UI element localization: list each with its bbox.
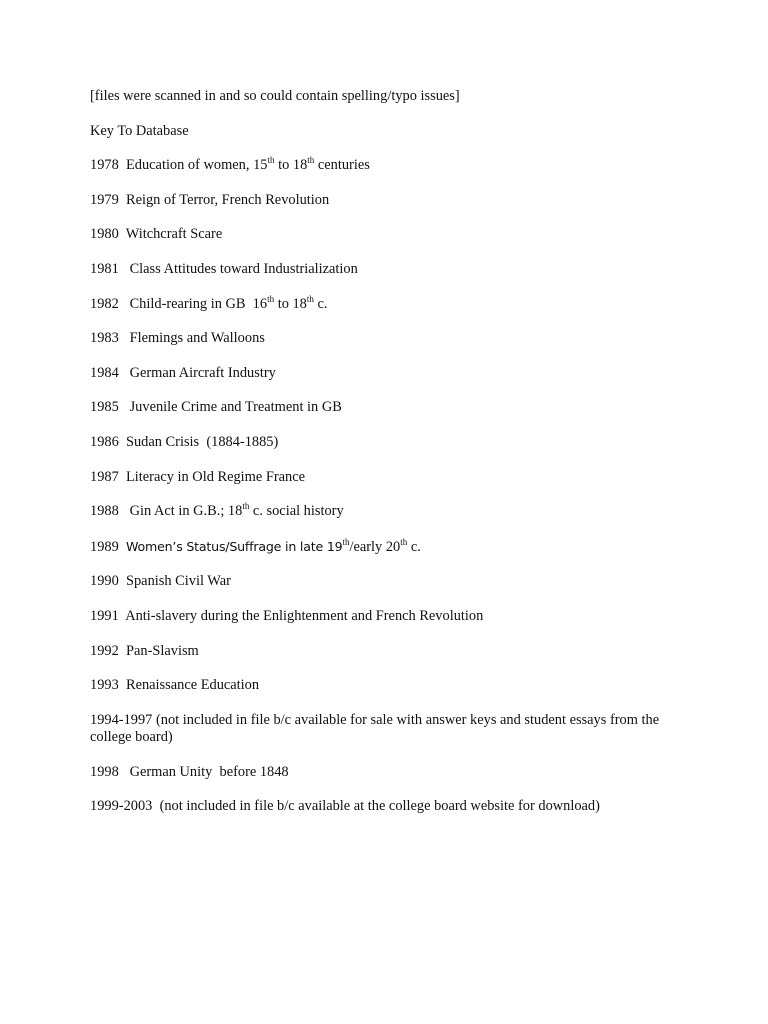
- paragraph-gap: [90, 556, 680, 573]
- ordinal-superscript: th: [342, 536, 350, 547]
- entry-topic: to 18: [274, 157, 308, 174]
- paragraph-gap: [90, 452, 680, 469]
- entry-year: 1984: [90, 364, 119, 381]
- ordinal-superscript: th: [242, 501, 250, 512]
- entry-topic: c.: [313, 295, 328, 312]
- ordinal-superscript: th: [306, 293, 314, 304]
- entry-topic: c. social history: [249, 503, 344, 520]
- entry-topic: Pan-Slavism: [125, 642, 199, 659]
- ordinal-superscript: th: [267, 155, 275, 166]
- entry-year: 1979: [90, 191, 119, 208]
- entry-separator: [119, 192, 126, 208]
- list-item: [90, 643, 680, 661]
- list-item: [90, 712, 680, 747]
- entry-year: 1985: [90, 399, 119, 416]
- entry-topic: Gin Act in G.B.; 18: [129, 503, 243, 520]
- entry-separator: [119, 330, 130, 346]
- paragraph-gap: [90, 244, 680, 261]
- entry-year: 1993: [90, 677, 119, 694]
- entry-year: 1978: [90, 157, 119, 174]
- entry-topic: Reign of Terror, French Revolution: [125, 191, 330, 208]
- document-body: [90, 88, 680, 816]
- paragraph-gap: [90, 279, 680, 296]
- list-item: [90, 573, 680, 591]
- list-item: [90, 192, 680, 210]
- entry-separator: [119, 157, 126, 173]
- entry-topic: Juvenile Crime and Treatment in GB: [129, 399, 342, 416]
- entry-separator: [119, 399, 130, 415]
- entry-topic: Renaissance Education: [125, 677, 260, 694]
- entry-topic: Women’s Status/Suffrage in late 19: [125, 538, 343, 554]
- list-item: [90, 798, 680, 816]
- paragraph-gap: [90, 660, 680, 677]
- entry-separator: [152, 798, 159, 814]
- entry-year: 1988: [90, 503, 119, 520]
- entry-year: 1998: [90, 763, 119, 780]
- document-heading: Key To Database: [90, 122, 189, 139]
- entry-year: 1982: [90, 295, 119, 312]
- list-item: [90, 365, 680, 383]
- list-item: [90, 226, 680, 244]
- scan-note: [files were scanned in and so could contain spelling/typo issues]: [90, 88, 460, 104]
- entry-separator: [119, 764, 130, 780]
- entry-separator: [119, 643, 126, 659]
- ordinal-superscript: th: [307, 155, 315, 166]
- entry-separator: [119, 434, 126, 450]
- entry-separator: [119, 503, 130, 519]
- entry-year: 1981: [90, 260, 119, 277]
- entry-year: 1986: [90, 433, 119, 450]
- entry-topic: c.: [407, 538, 421, 555]
- paragraph-gap: [90, 695, 680, 712]
- paragraph-gap: [90, 591, 680, 608]
- entry-year: 1992: [90, 642, 119, 659]
- paragraph-gap: [90, 382, 680, 399]
- entry-topic: Flemings and Walloons: [129, 330, 265, 347]
- entry-separator: [119, 365, 130, 381]
- entry-topic: Witchcraft Scare: [125, 226, 223, 243]
- entry-separator: [119, 226, 126, 242]
- list-item: [90, 330, 680, 348]
- paragraph-gap: [90, 348, 680, 365]
- entry-topic: German Aircraft Industry: [129, 364, 276, 381]
- entry-topic: centuries: [314, 157, 370, 174]
- list-item: [90, 608, 680, 626]
- entry-topic: Literacy in Old Regime France: [125, 468, 306, 485]
- entry-topic: German Unity before 1848: [129, 763, 289, 780]
- list-item: [90, 764, 680, 782]
- paragraph-gap: [90, 521, 680, 538]
- entry-year: 1980: [90, 226, 119, 243]
- entry-separator: [119, 677, 126, 693]
- list-item: [90, 677, 680, 695]
- entry-topic: Spanish Civil War: [125, 573, 231, 590]
- entry-year: 1983: [90, 330, 119, 347]
- entry-separator: [119, 261, 130, 277]
- paragraph-gap: [90, 626, 680, 643]
- entry-topic: to 18: [274, 295, 307, 312]
- entry-topic: /early 20: [349, 538, 401, 555]
- paragraph-gap: [90, 175, 680, 192]
- entry-topic: (not included in file b/c available for sale with answer keys and student essays from the college board): [90, 711, 663, 746]
- paragraph-gap: [90, 417, 680, 434]
- entry-topic: Anti-slavery during the Enlightenment and French Revolution: [125, 607, 484, 624]
- entry-year: 1990: [90, 573, 119, 590]
- list-item: [90, 538, 680, 557]
- paragraph-gap: [90, 781, 680, 798]
- entry-topic: Education of women, 15: [125, 157, 268, 174]
- entry-separator: [119, 573, 126, 589]
- entry-topic: Child-rearing in GB 16: [129, 295, 268, 312]
- list-item: [90, 261, 680, 279]
- list-item: [90, 469, 680, 487]
- list-item: [90, 157, 680, 175]
- list-item: [90, 399, 680, 417]
- entry-year: 1989: [90, 538, 119, 555]
- list-item: [90, 434, 680, 452]
- entry-year: 1991: [90, 607, 119, 624]
- list-item: [90, 293, 680, 314]
- entry-year: 1994-1997: [90, 711, 153, 728]
- entry-topic: (not included in file b/c available at the college board website for download): [159, 798, 600, 815]
- database-key-list: [90, 157, 680, 816]
- entry-topic: Sudan Crisis (1884-1885): [125, 433, 279, 450]
- ordinal-superscript: th: [400, 536, 408, 547]
- paragraph-gap: [90, 313, 680, 330]
- entry-year: 1999-2003: [90, 798, 153, 815]
- entry-topic: Class Attitudes toward Industrialization: [129, 260, 358, 277]
- ordinal-superscript: th: [267, 293, 275, 304]
- entry-year: 1987: [90, 468, 119, 485]
- paragraph-gap: [90, 747, 680, 764]
- paragraph-gap: [90, 209, 680, 226]
- paragraph-gap: [90, 486, 680, 503]
- list-item: [90, 503, 680, 521]
- entry-separator: [119, 469, 126, 485]
- paragraph-gap: [90, 106, 680, 123]
- entry-separator: [119, 296, 130, 312]
- paragraph-gap: [90, 140, 680, 157]
- entry-separator: [119, 539, 126, 555]
